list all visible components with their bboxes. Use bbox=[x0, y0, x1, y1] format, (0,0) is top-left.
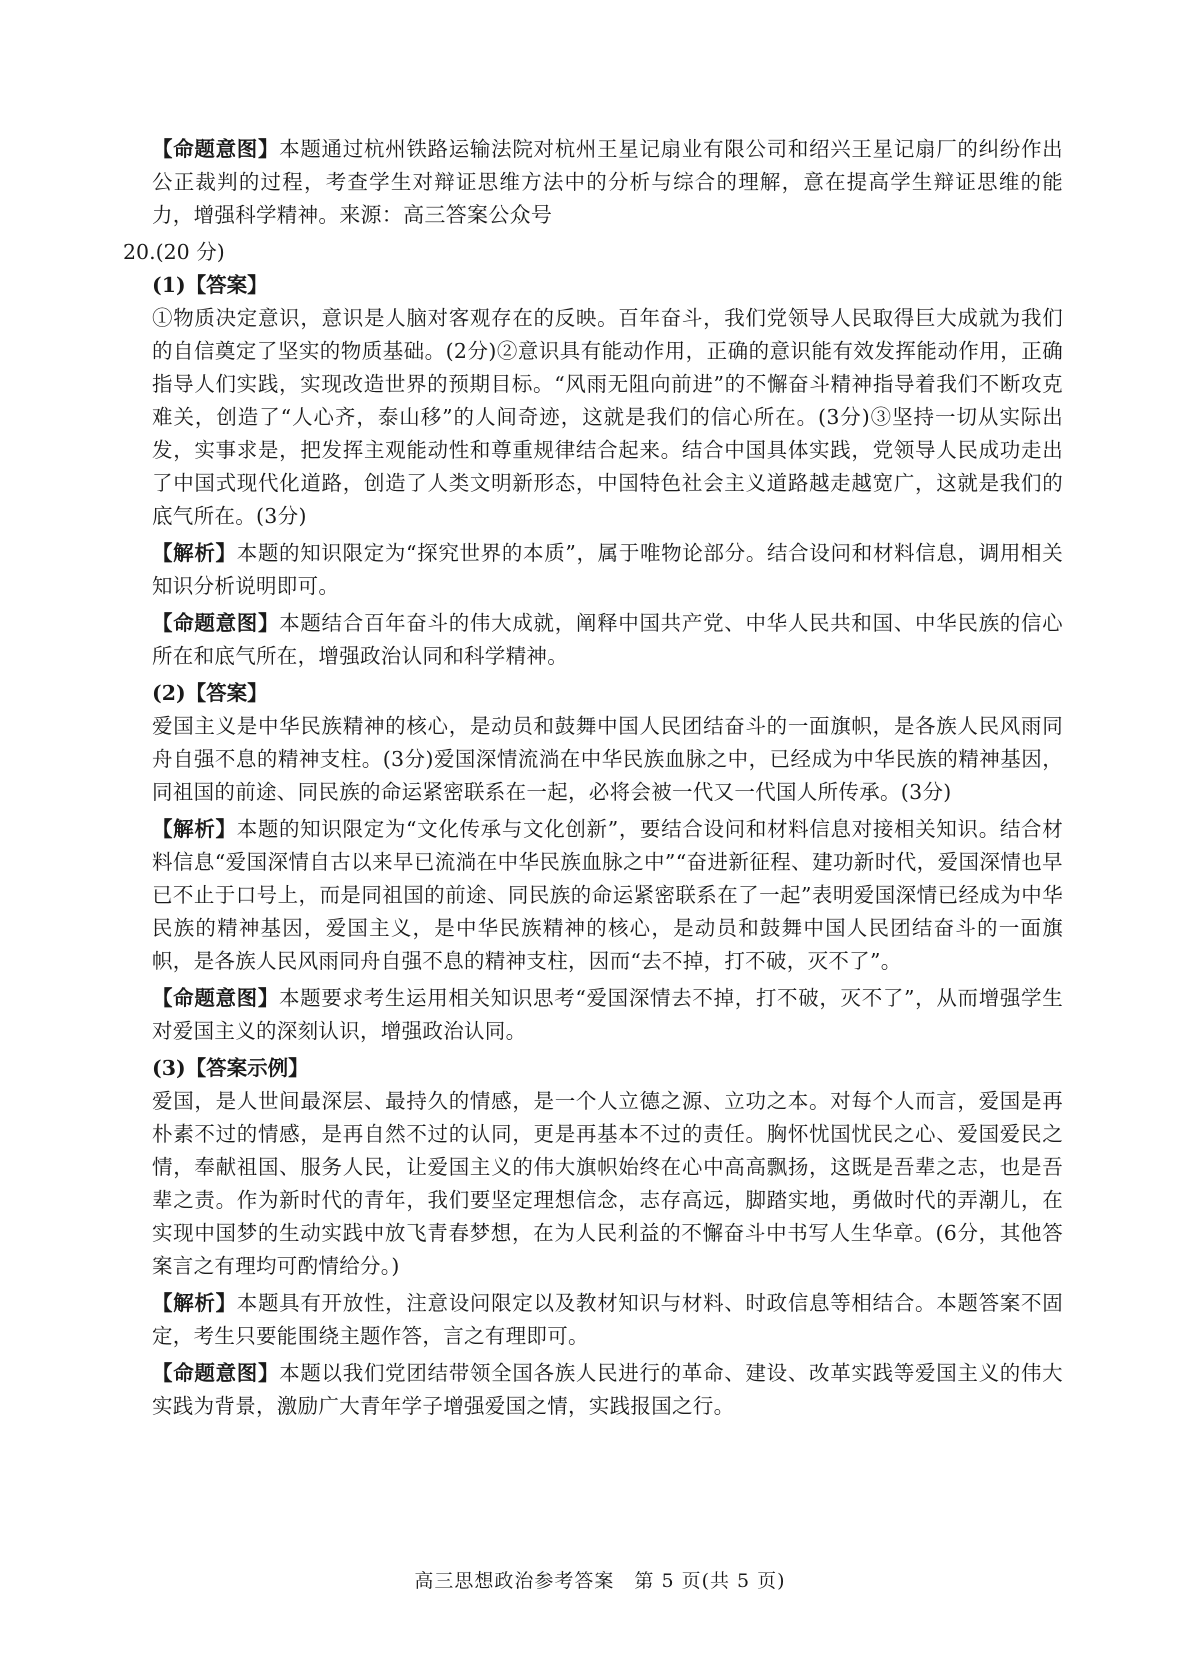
part3-analysis: 【解析】本题具有开放性，注意设问限定以及教材知识与材料、时政信息等相结合。本题答案不固定，考生只要能围绕主题作答，言之有理即可。 bbox=[152, 1291, 1063, 1348]
part3-answer: 爱国，是人世间最深层、最持久的情感，是一个人立德之源、立功之本。对每个人而言，爱国是再朴素不过的情感，是再自然不过的认同，更是再基本不过的责任。胸怀忧国忧民之心、爱国爱民之情，奉献祖国、服务人民，让爱国主义的伟大旗帜始终在心中高高飘扬，这既是吾辈之志，也是吾辈之责。作为新时代的青年，我们要坚定理想信念，志存高远，脚踏实地，勇做时代的弄潮儿，在实现中国梦的生动实践中放飞青春梦想，在为人民利益的不懈奋斗中书写人生华章。(6分，其他答案言之有理均可酌情给分。) bbox=[152, 1089, 1063, 1278]
part1-intent: 【命题意图】本题结合百年奋斗的伟大成就，阐释中国共产党、中华人民共和国、中华民族的信心所在和底气所在，增强政治认同和科学精神。 bbox=[152, 611, 1063, 668]
analysis-tag: 【解析】 bbox=[152, 541, 237, 565]
intent-paragraph-19 bbox=[152, 133, 1063, 232]
part2-answer: 爱国主义是中华民族精神的核心，是动员和鼓舞中国人民团结奋斗的一面旗帜，是各族人民风雨同舟自强不息的精神支柱。(3分)爱国深情流淌在中华民族血脉之中，已经成为中华民族的精神基因，同祖国的前途、同民族的命运紧密联系在一起，必将会被一代又一代国人所传承。(3分) bbox=[152, 714, 1063, 804]
part2-intent: 【命题意图】本题要求考生运用相关知识思考“爱国深情去不掉，打不破，灭不了”，从而增强学生对爱国主义的深刻认识，增强政治认同。 bbox=[152, 986, 1063, 1043]
part1-analysis: 【解析】本题的知识限定为“探究世界的本质”，属于唯物论部分。结合设问和材料信息，调用相关知识分析说明即可。 bbox=[152, 541, 1064, 598]
part1-answer: ①物质决定意识，意识是人脑对客观存在的反映。百年奋斗，我们党领导人民取得巨大成就为我们的自信奠定了坚实的物质基础。(2分)②意识具有能动作用，正确的意识能有效发挥能动作用，正确指导人们实践，实现改造世界的预期目标。“风雨无阻向前进”的不懈奋斗精神指导着我们不断攻克难关，创造了“人心齐，泰山移”的人间奇迹，这就是我们的信心所在。(3分)③坚持一切从实际出发，实事求是，把发挥主观能动性和尊重规律结合起来。结合中国具体实践，党领导人民成功走出了中国式现代化道路，创造了人类文明新形态，中国特色社会主义道路越走越宽广，这就是我们的底气所在。(3分) bbox=[152, 306, 1063, 528]
source-note: 来源：高三答案公众号 bbox=[339, 203, 553, 227]
page-footer: 高三思想政治参考答案 第 5 页(共 5 页) bbox=[414, 1570, 786, 1592]
intent-tag: 【命题意图】 bbox=[152, 611, 280, 635]
part2-heading: (2)【答案】 bbox=[152, 681, 268, 705]
part2-analysis: 【解析】本题的知识限定为“文化传承与文化创新”，要结合设问和材料信息对接相关知识。结合材料信息“爱国深情自古以来早已流淌在中华民族血脉之中”“奋进新征程、建功新时代，爱国深情也早已不止于口号上，而是同祖国的前途、同民族的命运紧密联系在了一起”表明爱国深情已经成为中华民族的精神基因，爱国主义，是中华民族精神的核心，是动员和鼓舞中国人民团结奋斗的一面旗帜，是各族人民风雨同舟自强不息的精神支柱，因而“去不掉，打不破，灭不了”。 bbox=[152, 817, 1064, 973]
intent-tag: 【命题意图】 bbox=[152, 1361, 280, 1385]
analysis-tag: 【解析】 bbox=[152, 817, 237, 841]
intent-tag: 【命题意图】 bbox=[152, 137, 280, 161]
page-content bbox=[123, 133, 1063, 1427]
part3-heading: (3)【答案示例】 bbox=[152, 1056, 309, 1080]
analysis-tag: 【解析】 bbox=[152, 1291, 237, 1315]
part3-intent: 【命题意图】本题以我们党团结带领全国各族人民进行的革命、建设、改革实践等爱国主义的伟大实践为背景，激励广大青年学子增强爱国之情，实践报国之行。 bbox=[152, 1361, 1063, 1418]
intent-text: 本题通过杭州铁路运输法院对杭州王星记扇业有限公司和绍兴王星记扇厂的纠纷作出公正裁判的过程，考查学生对辩证思维方法中的分析与综合的理解，意在提高学生辩证思维的能力，增强科学精神。 bbox=[152, 137, 1063, 227]
part1-heading: (1)【答案】 bbox=[152, 273, 268, 297]
intent-tag: 【命题意图】 bbox=[152, 986, 280, 1010]
question-number-20: 20.(20 分) bbox=[123, 240, 225, 264]
